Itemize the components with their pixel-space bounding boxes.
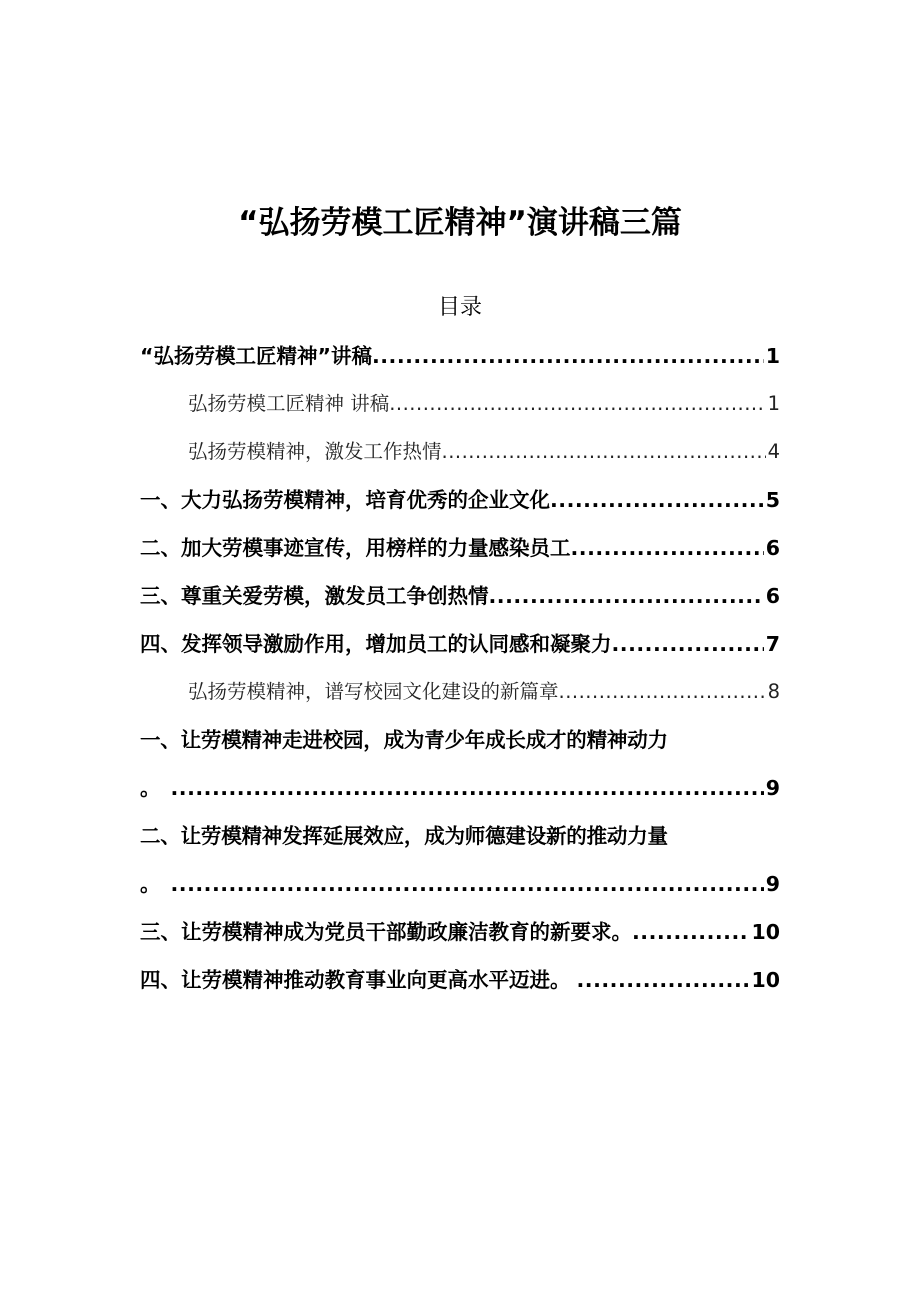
toc-leader-dots [550,482,764,518]
toc-page-number: 9 [765,872,780,896]
toc-entry-continuation[interactable] [140,770,780,806]
toc-leader-dots [442,434,766,470]
toc-entry-first-line[interactable] [140,818,780,854]
toc-entry[interactable] [188,386,780,422]
toc-entry[interactable] [140,338,780,374]
toc-page-number: 9 [765,776,780,800]
toc-page-number: 10 [751,920,780,944]
toc-page-number: 5 [765,488,780,512]
toc-heading: 目录 [437,295,482,320]
toc-entry-text: 。 [140,872,161,896]
toc-page-number: 10 [751,968,780,992]
toc-page-number: 7 [765,632,780,656]
toc-entry-text: 四、让劳模精神推动教育事业向更高水平迈进。 [140,968,571,992]
toc-entry[interactable] [140,482,780,518]
toc-entry[interactable] [188,434,780,470]
document-title: “弘扬劳模工匠精神”演讲稿三篇 [238,205,682,241]
toc-leader-dots [489,578,764,614]
toc-entry-text: 一、大力弘扬劳模精神，培育优秀的企业文化 [140,488,550,512]
toc-leader-dots [389,386,765,422]
toc-entry-text: 弘扬劳模精神，激发工作热情 [188,440,442,463]
toc-leader-dots [161,866,764,902]
toc-entry-text: 弘扬劳模工匠精神 讲稿 [188,392,390,415]
toc-entry-continuation[interactable] [140,866,780,902]
toc-leader-dots [372,338,764,374]
toc-page-number: 6 [765,536,780,560]
toc-leader-dots [161,770,764,806]
toc-page-number: 4 [767,440,780,463]
toc-entry-text: 四、发挥领导激励作用，增加员工的认同感和凝聚力 [140,632,612,656]
toc-entry-text: 三、尊重关爱劳模，激发员工争创热情 [140,584,489,608]
toc-entry[interactable] [140,530,780,566]
toc-page-number: 6 [765,584,780,608]
toc-leader-dots [571,530,764,566]
toc-leader-dots [612,626,764,662]
toc-leader-dots [559,674,766,710]
toc-entry-first-line[interactable] [140,722,780,758]
toc-entry-text: 弘扬劳模精神，谱写校园文化建设的新篇章 [188,680,559,703]
toc-entry-text: 二、让劳模精神发挥延展效应，成为师德建设新的推动力量 [140,824,668,848]
toc-page-number: 1 [767,392,780,415]
toc-entry[interactable] [140,626,780,662]
toc-entry-text: 。 [140,776,161,800]
toc-entry-text: 三、让劳模精神成为党员干部勤政廉洁教育的新要求。 [140,920,632,944]
toc-page-number: 1 [765,344,780,368]
toc-entry[interactable] [140,914,780,950]
toc-entry-text: “弘扬劳模工匠精神”讲稿 [140,344,372,368]
toc-entry-text: 二、加大劳模事迹宣传，用榜样的力量感染员工 [140,536,571,560]
toc-entry-text: 一、让劳模精神走进校园，成为青少年成长成才的精神动力 [140,728,668,752]
toc-entry[interactable] [140,962,780,998]
toc-leader-dots [571,962,750,998]
toc-entry[interactable] [140,578,780,614]
toc-leader-dots [632,914,749,950]
toc-page-number: 8 [767,680,780,703]
toc-entry[interactable] [188,674,780,710]
